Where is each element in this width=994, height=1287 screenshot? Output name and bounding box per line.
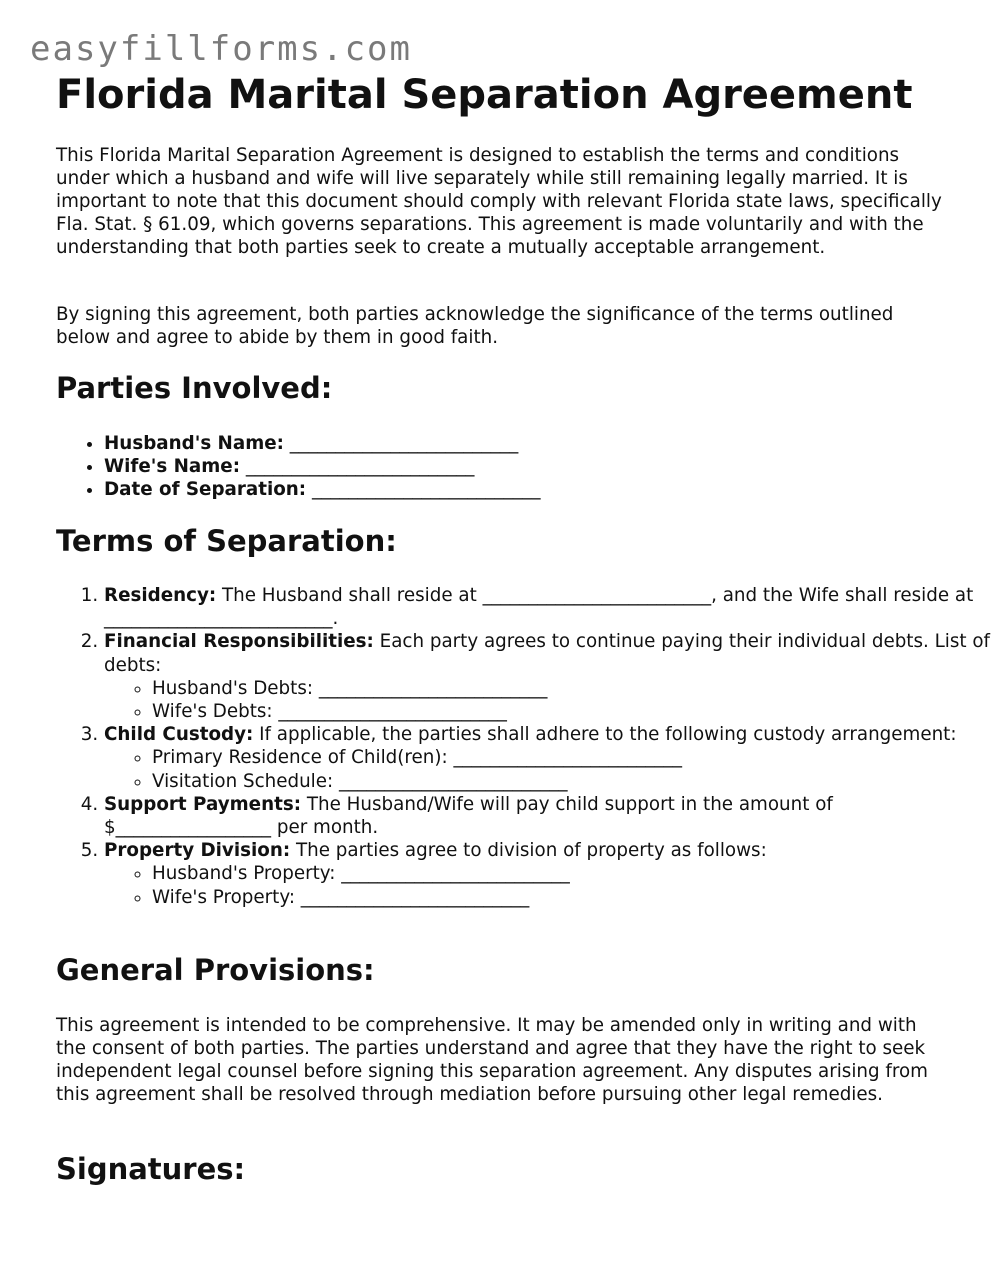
watermark: easyfillforms.com xyxy=(30,29,412,69)
wife-property-blank[interactable]: _________________________ xyxy=(300,886,530,908)
list-item xyxy=(104,793,994,839)
parties-list xyxy=(56,432,994,502)
visitation-label: Visitation Schedule: xyxy=(152,770,334,792)
list-item xyxy=(104,455,994,478)
signatures-heading: Signatures: xyxy=(56,1152,246,1186)
terms-heading: Terms of Separation: xyxy=(56,524,397,558)
husband-residence-blank[interactable]: _________________________ xyxy=(482,585,712,606)
residency-period: . xyxy=(332,608,339,630)
property-label: Property Division: xyxy=(104,840,291,862)
primary-residence-blank[interactable]: _________________________ xyxy=(453,747,682,769)
support-text: The Husband/Wife will pay child support in the amount of $ xyxy=(104,793,833,839)
property-sublist xyxy=(104,862,994,908)
husband-debts-label: Husband's Debts: xyxy=(152,677,313,699)
wife-debts-label: Wife's Debts: xyxy=(152,701,273,723)
financial-text: Each party agrees to continue paying their individual debts. List of debts: xyxy=(104,631,990,676)
list-item xyxy=(152,746,994,769)
husband-name-blank[interactable]: _________________________ xyxy=(289,433,519,454)
intro-paragraph-1: This Florida Marital Separation Agreement is designed to establish the terms and conditions under which a husband and wife will live separately while still remaining legally married. It is important to note that this document should comply with relevant Florida state laws, specifically Fla. Stat. § 61.09, which governs separations. This agreement is made voluntarily and with the understanding that both parties seek to create a mutually acceptable arrangement. xyxy=(56,145,942,258)
general-paragraph: This agreement is intended to be comprehensive. It may be amended only in writing and with the consent of both parties. The parties understand and agree that they have the right to seek independent legal counsel before signing this separation agreement. Any disputes arising from this agreement shall be resolved through mediation before pursuing other legal remedies. xyxy=(56,1015,928,1105)
list-item xyxy=(104,478,994,501)
husband-property-blank[interactable]: _________________________ xyxy=(341,863,570,885)
list-item xyxy=(104,839,994,909)
list-item xyxy=(152,862,994,885)
husband-debts-blank[interactable]: _________________________ xyxy=(318,677,548,699)
separation-date-label: Date of Separation: xyxy=(104,479,307,501)
list-item xyxy=(104,584,994,630)
husband-property-label: Husband's Property: xyxy=(152,863,336,885)
wife-property-label: Wife's Property: xyxy=(152,886,295,908)
primary-residence-label: Primary Residence of Child(ren): xyxy=(152,747,448,769)
wife-debts-blank[interactable]: _________________________ xyxy=(278,701,507,723)
support-text-2: per month. xyxy=(271,817,379,839)
list-item xyxy=(104,723,994,793)
list-item xyxy=(104,630,994,723)
wife-name-blank[interactable]: _________________________ xyxy=(245,456,475,478)
visitation-blank[interactable]: _________________________ xyxy=(338,770,568,792)
terms-list xyxy=(56,584,994,909)
financial-label: Financial Responsibilities: xyxy=(104,631,374,653)
husband-name-label: Husband's Name: xyxy=(104,433,284,454)
debts-sublist xyxy=(104,677,994,723)
intro-paragraph-2: By signing this agreement, both parties acknowledge the significance of the terms outlined below and agree to abide by them in good faith. xyxy=(56,304,894,348)
separation-date-blank[interactable]: _________________________ xyxy=(311,479,541,501)
parties-heading: Parties Involved: xyxy=(56,371,333,405)
support-label: Support Payments: xyxy=(104,793,302,815)
list-item xyxy=(152,886,994,909)
list-item xyxy=(152,770,994,793)
residency-text: The Husband shall reside at xyxy=(222,585,477,606)
residency-text-2: , and the Wife shall reside at xyxy=(711,585,974,606)
list-item xyxy=(104,432,994,455)
wife-residence-blank[interactable]: _________________________ xyxy=(104,608,333,630)
support-amount-blank[interactable]: _________________ xyxy=(115,817,272,839)
residency-label: Residency: xyxy=(104,585,217,606)
custody-sublist xyxy=(104,746,994,792)
custody-text: If applicable, the parties shall adhere to the following custody arrangement: xyxy=(259,724,957,746)
wife-name-label: Wife's Name: xyxy=(104,456,241,478)
list-item xyxy=(152,700,994,723)
list-item xyxy=(152,677,994,700)
property-text: The parties agree to division of property as follows: xyxy=(295,840,767,862)
page-title: Florida Marital Separation Agreement xyxy=(56,72,913,118)
general-heading: General Provisions: xyxy=(56,953,375,987)
custody-label: Child Custody: xyxy=(104,724,254,746)
